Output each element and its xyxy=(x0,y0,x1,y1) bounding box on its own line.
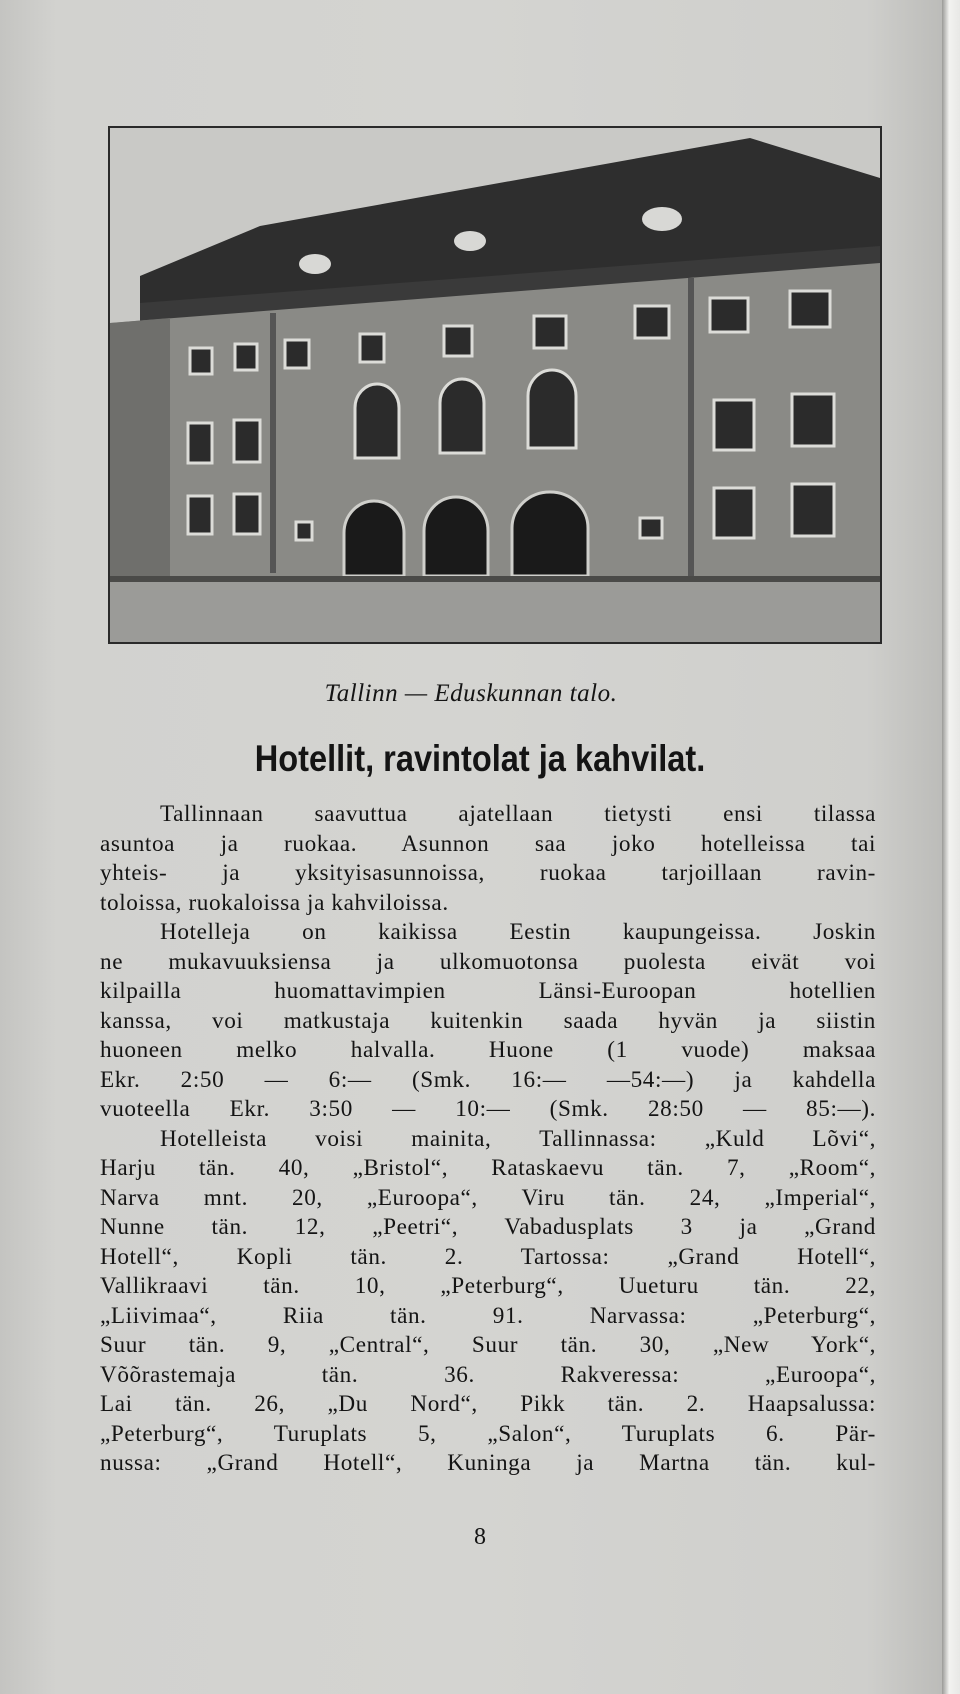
text-line: nussa: „Grand Hotell“, Kuninga ja Martna tän. kul- xyxy=(100,1450,876,1476)
parliament-building-photo xyxy=(108,126,882,644)
text-line: Võõrastemaja tän. 36. Rakveressa: „Euroopa“, xyxy=(100,1361,876,1388)
text-line: Vallikraavi tän. 10, „Peterburg“, Uueturu tän. 22, xyxy=(100,1273,876,1299)
text-line: huoneen melko halvalla. Huone (1 vuode) maksaa xyxy=(100,1037,876,1063)
text-line: Ekr. 2:50 — 6:— (Smk. 16:— —54:—) ja kahdella xyxy=(100,1066,876,1093)
text-line: ne mukavuuksiensa ja ulkomuotonsa puolesta eivät voi xyxy=(100,948,876,975)
text-line: kanssa, voi matkustaja kuitenkin saada hyvän ja siistin xyxy=(100,1007,876,1034)
text-line: Nunne tän. 12, „Peetri“, Vabadusplats 3 ja „Grand xyxy=(100,1214,876,1240)
text-line: Hotelleja on kaikissa Eestin kaupungeissa. Joskin xyxy=(160,919,876,945)
text-line: Narva mnt. 20, „Euroopa“, Viru tän. 24, „Imperial“, xyxy=(100,1184,876,1211)
text-line: yhteis- ja yksityisasunnoissa, ruokaa tarjoillaan ravin- xyxy=(100,860,876,886)
text-line: Harju tän. 40, „Bristol“, Rataskaevu tän. 7, „Room“, xyxy=(100,1155,876,1181)
body-text xyxy=(100,800,876,1479)
text-line: kilpailla huomattavimpien Länsi-Euroopan hotellien xyxy=(100,978,876,1004)
text-line: „Liivimaa“, Riia tän. 91. Narvassa: „Peterburg“, xyxy=(100,1302,876,1329)
text-line: Lai tän. 26, „Du Nord“, Pikk tän. 2. Haapsalussa: xyxy=(100,1391,876,1417)
text-line: Tallinnaan saavuttua ajatellaan tietysti ensi tilassa xyxy=(160,801,876,827)
photo-caption: Tallinn — Eduskunnan talo. xyxy=(324,680,618,707)
text-line: Hotelleista voisi mainita, Tallinnassa: „Kuld Lõvi“, xyxy=(160,1125,876,1152)
text-line: vuoteella Ekr. 3:50 — 10:— (Smk. 28:50 — 85:—). xyxy=(100,1096,876,1122)
text-line: „Peterburg“, Turuplats 5, „Salon“, Turuplats 6. Pär- xyxy=(100,1420,876,1447)
text-line: asuntoa ja ruokaa. Asunnon saa joko hotelleissa tai xyxy=(100,830,876,857)
building-illustration xyxy=(110,128,880,642)
page-edge xyxy=(942,0,960,1694)
section-heading: Hotellit, ravintolat ja kahvilat. xyxy=(254,738,706,779)
text-line: toloissa, ruokaloissa ja kahviloissa. xyxy=(100,889,449,916)
text-line: Suur tän. 9, „Central“, Suur tän. 30, „New York“, xyxy=(100,1332,876,1358)
page-number: 8 xyxy=(474,1524,486,1550)
text-line: Hotell“, Kopli tän. 2. Tartossa: „Grand Hotell“, xyxy=(100,1243,876,1270)
